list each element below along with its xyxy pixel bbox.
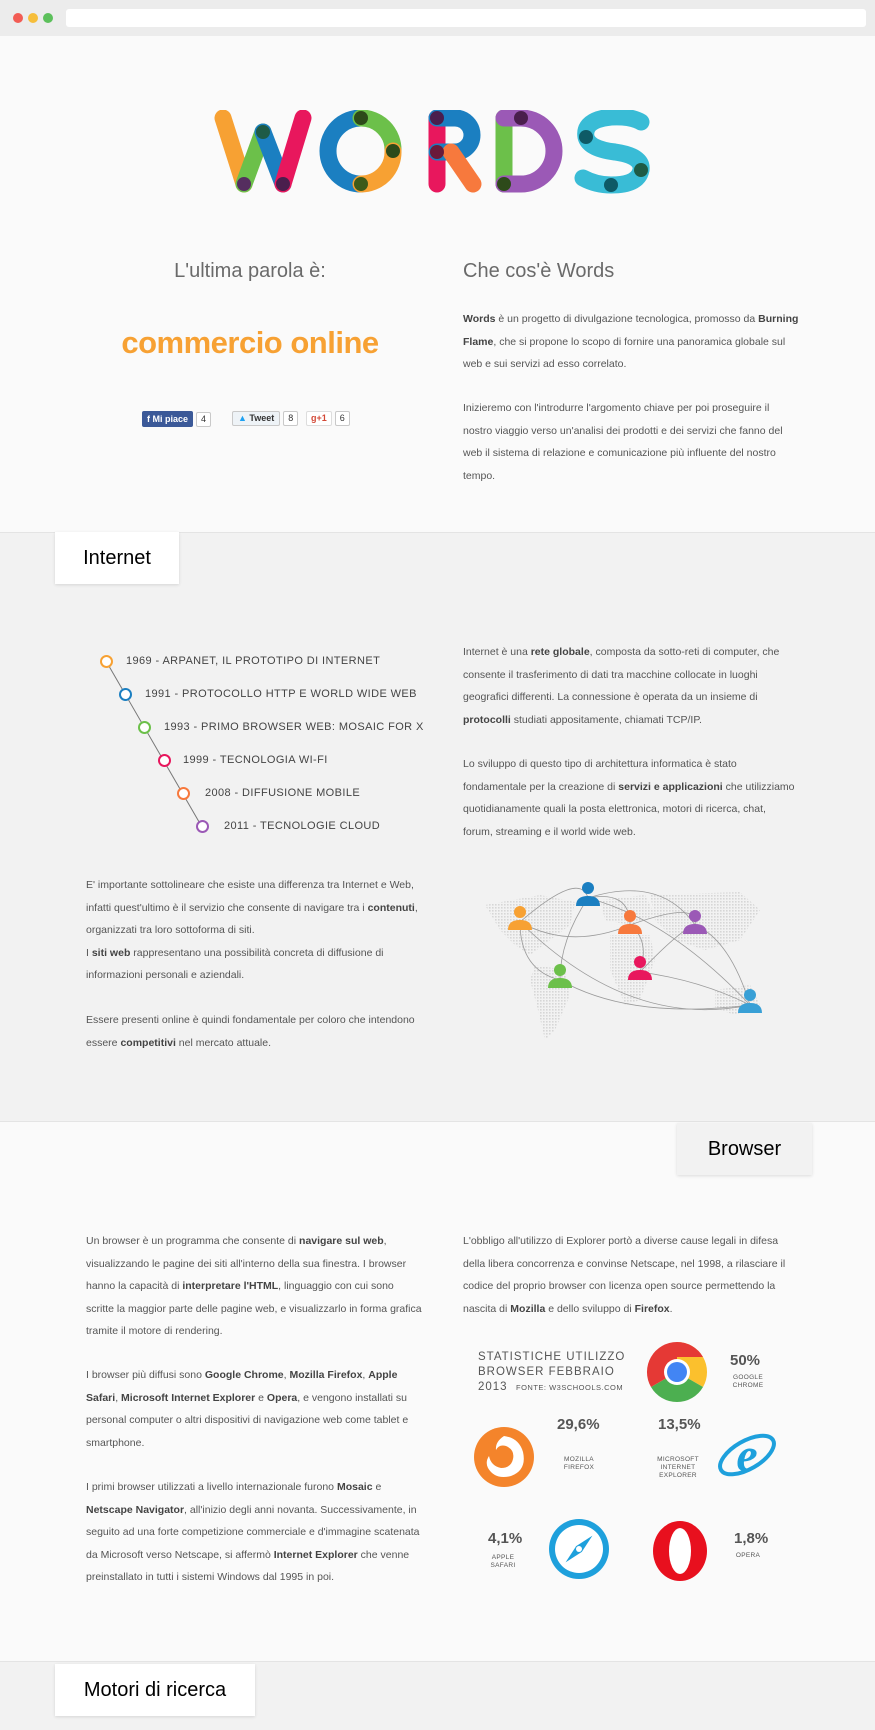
firefox-logo-icon (473, 1426, 535, 1488)
words-logo (211, 110, 666, 200)
twitter-tweet[interactable] (232, 411, 298, 427)
opera-percentage: 1,8% (734, 1530, 769, 1547)
timeline-item: 1993 - PRIMO BROWSER WEB: MOSAIC FOR X (164, 721, 424, 733)
timeline-dot-1993 (138, 721, 151, 734)
tab-internet[interactable]: Internet (55, 532, 179, 584)
opera-logo-icon (652, 1520, 708, 1582)
maximize-window-dot[interactable] (43, 13, 53, 23)
timeline-dot-2011 (196, 820, 209, 833)
browser-paragraph-3: I primi browser utilizzati a livello internazionale furono Mosaic e Netscape Navigator, all'inizio degli anni novanta. Successivamente, in seguito ad una forte competizione commerciale e d'immagine scatenata da Microsoft verso Netscape, si affermò Internet Explorer che venne preinstallato in tutti i sistemi Windows dal 1995 in poi. (86, 1481, 420, 1583)
internet-paragraph-2: Lo sviluppo di questo tipo di architettura informatica è stato fondamentale per la creazione di servizi e applicazioni che utilizziamo quotidianamente quali la posta elettronica, motori di ricerca, chat, forum, streaming e il world wide web. (463, 758, 795, 838)
chrome-name: GOOGLE CHROME (732, 1374, 764, 1389)
internet-paragraph-1: Internet è una rete globale, composta da sotto-reti di computer, che consente il trasferimento di dati tra macchine collocate in luoghi geografici differenti. La connessione è operata da un insieme di protocolli studiati appositamente, chiamati TCP/IP. (463, 646, 780, 726)
browser-paragraph-1: Un browser è un programma che consente di navigare sul web, visualizzando le pagine dei siti all'interno della sua finestra. I browser hanno la capacità di interpretare l'HTML, linguaggio con cui sono scritte la maggior parte delle pagine web, e visualizzarlo in forma grafica tramite il motore di rendering. (86, 1235, 422, 1337)
gplus-count: 6 (335, 411, 350, 426)
browser-stats-title (478, 1350, 625, 1395)
gplus-button[interactable]: g+1 (306, 411, 332, 426)
opera-name: OPERA (735, 1552, 761, 1559)
facebook-icon: f (147, 414, 153, 424)
ie-name: MICROSOFT INTERNET EXPLORER (657, 1456, 699, 1479)
facebook-like-label: Mi piace (152, 414, 189, 424)
timeline-item: 2008 - DIFFUSIONE MOBILE (205, 787, 361, 799)
stats-source: FONTE: W3SCHOOLS.COM (515, 1383, 624, 1392)
close-window-dot[interactable] (13, 13, 23, 23)
chrome-percentage: 50% (730, 1352, 761, 1369)
tab-browser[interactable]: Browser (677, 1123, 812, 1175)
timeline-line (100, 655, 210, 835)
last-word[interactable]: commercio online (121, 325, 379, 360)
about-paragraph-2: Inizieremo con l'introdurre l'argomento chiave per poi proseguire il nostro viaggio verso un'analisi dei prodotti e dei servizi che fanno del web il sistema di relazione e comunicazione più influente del nostro tempo. (463, 402, 783, 482)
facebook-like[interactable] (142, 411, 211, 427)
timeline-item: 2011 - TECNOLOGIE CLOUD (224, 820, 381, 832)
ie-percentage: 13,5% (658, 1416, 701, 1433)
stats-title-year: 2013 (478, 1381, 508, 1393)
minimize-window-dot[interactable] (28, 13, 38, 23)
about-paragraph-1: Words è un progetto di divulgazione tecnologica, promosso da Burning Flame, che si propone lo scopo di fornire una panoramica globale sul web e sui servizi ad esso correlato. (463, 313, 799, 370)
facebook-like-count: 4 (196, 412, 211, 427)
timeline-item: 1999 - TECNOLOGIA WI-FI (183, 754, 328, 766)
internet-explorer-logo-icon (716, 1424, 778, 1486)
stats-title-line-1: STATISTICHE UTILIZZO (478, 1351, 626, 1363)
firefox-percentage: 29,6% (557, 1416, 600, 1433)
tab-search-engines[interactable]: Motori di ricerca (55, 1664, 255, 1716)
browser-paragraph-2: I browser più diffusi sono Google Chrome, Mozilla Firefox, Apple Safari, Microsoft Internet Explorer e Opera, e vengono installati su personal computer o altri dispositivi di navigazione web come tablet e smartphone. (86, 1369, 409, 1449)
twitter-icon: ▲ (238, 413, 250, 423)
address-bar[interactable] (66, 9, 866, 27)
timeline-dot-1999 (158, 754, 171, 767)
last-word-label: L'ultima parola è: (174, 260, 326, 282)
safari-percentage: 4,1% (488, 1530, 523, 1547)
tweet-count: 8 (283, 411, 298, 426)
timeline-item: 1991 - PROTOCOLLO HTTP E WORLD WIDE WEB (145, 688, 417, 700)
timeline-dot-1969 (100, 655, 113, 668)
svg-text:e: e (736, 1429, 758, 1482)
tweet-button[interactable] (232, 411, 280, 426)
gplus-share[interactable] (306, 411, 350, 427)
firefox-name: MOZILLA FIREFOX (563, 1456, 595, 1471)
browser-chrome (0, 0, 875, 36)
internet-paragraph-4: Essere presenti online è quindi fondamentale per coloro che intendono essere competitivi nel mercato attuale. (86, 1014, 415, 1049)
timeline-dot-2008 (177, 787, 190, 800)
about-title: Che cos'è Words (463, 260, 615, 282)
stats-title-line-2: BROWSER FEBBRAIO (478, 1366, 615, 1378)
chrome-logo-icon (646, 1341, 708, 1403)
facebook-like-button[interactable] (142, 411, 193, 427)
internet-paragraph-3: E' importante sottolineare che esiste una differenza tra Internet e Web, infatti quest'ultimo è il servizio che consente di navigare tra i contenuti, organizzati tra loro sottoforma di siti. I siti web rappresentano una possibilità concreta di diffusione di informazioni personali e aziendali. (86, 879, 418, 981)
world-network-illustration (480, 880, 780, 1045)
safari-logo-icon (548, 1518, 610, 1580)
tweet-label: Tweet (249, 413, 275, 423)
timeline-item: 1969 - ARPANET, IL PROTOTIPO DI INTERNET (126, 655, 381, 667)
browser-paragraph-4: L'obbligo all'utilizzo di Explorer portò a diverse cause legali in difesa della libera concorrenza e convinse Netscape, nel 1998, a rilasciare il codice del proprio browser con licenza open source permettendo la nascita di Mozilla e dello sviluppo di Firefox. (463, 1235, 786, 1315)
safari-name: APPLE SAFARI (490, 1554, 516, 1569)
timeline-dot-1991 (119, 688, 132, 701)
